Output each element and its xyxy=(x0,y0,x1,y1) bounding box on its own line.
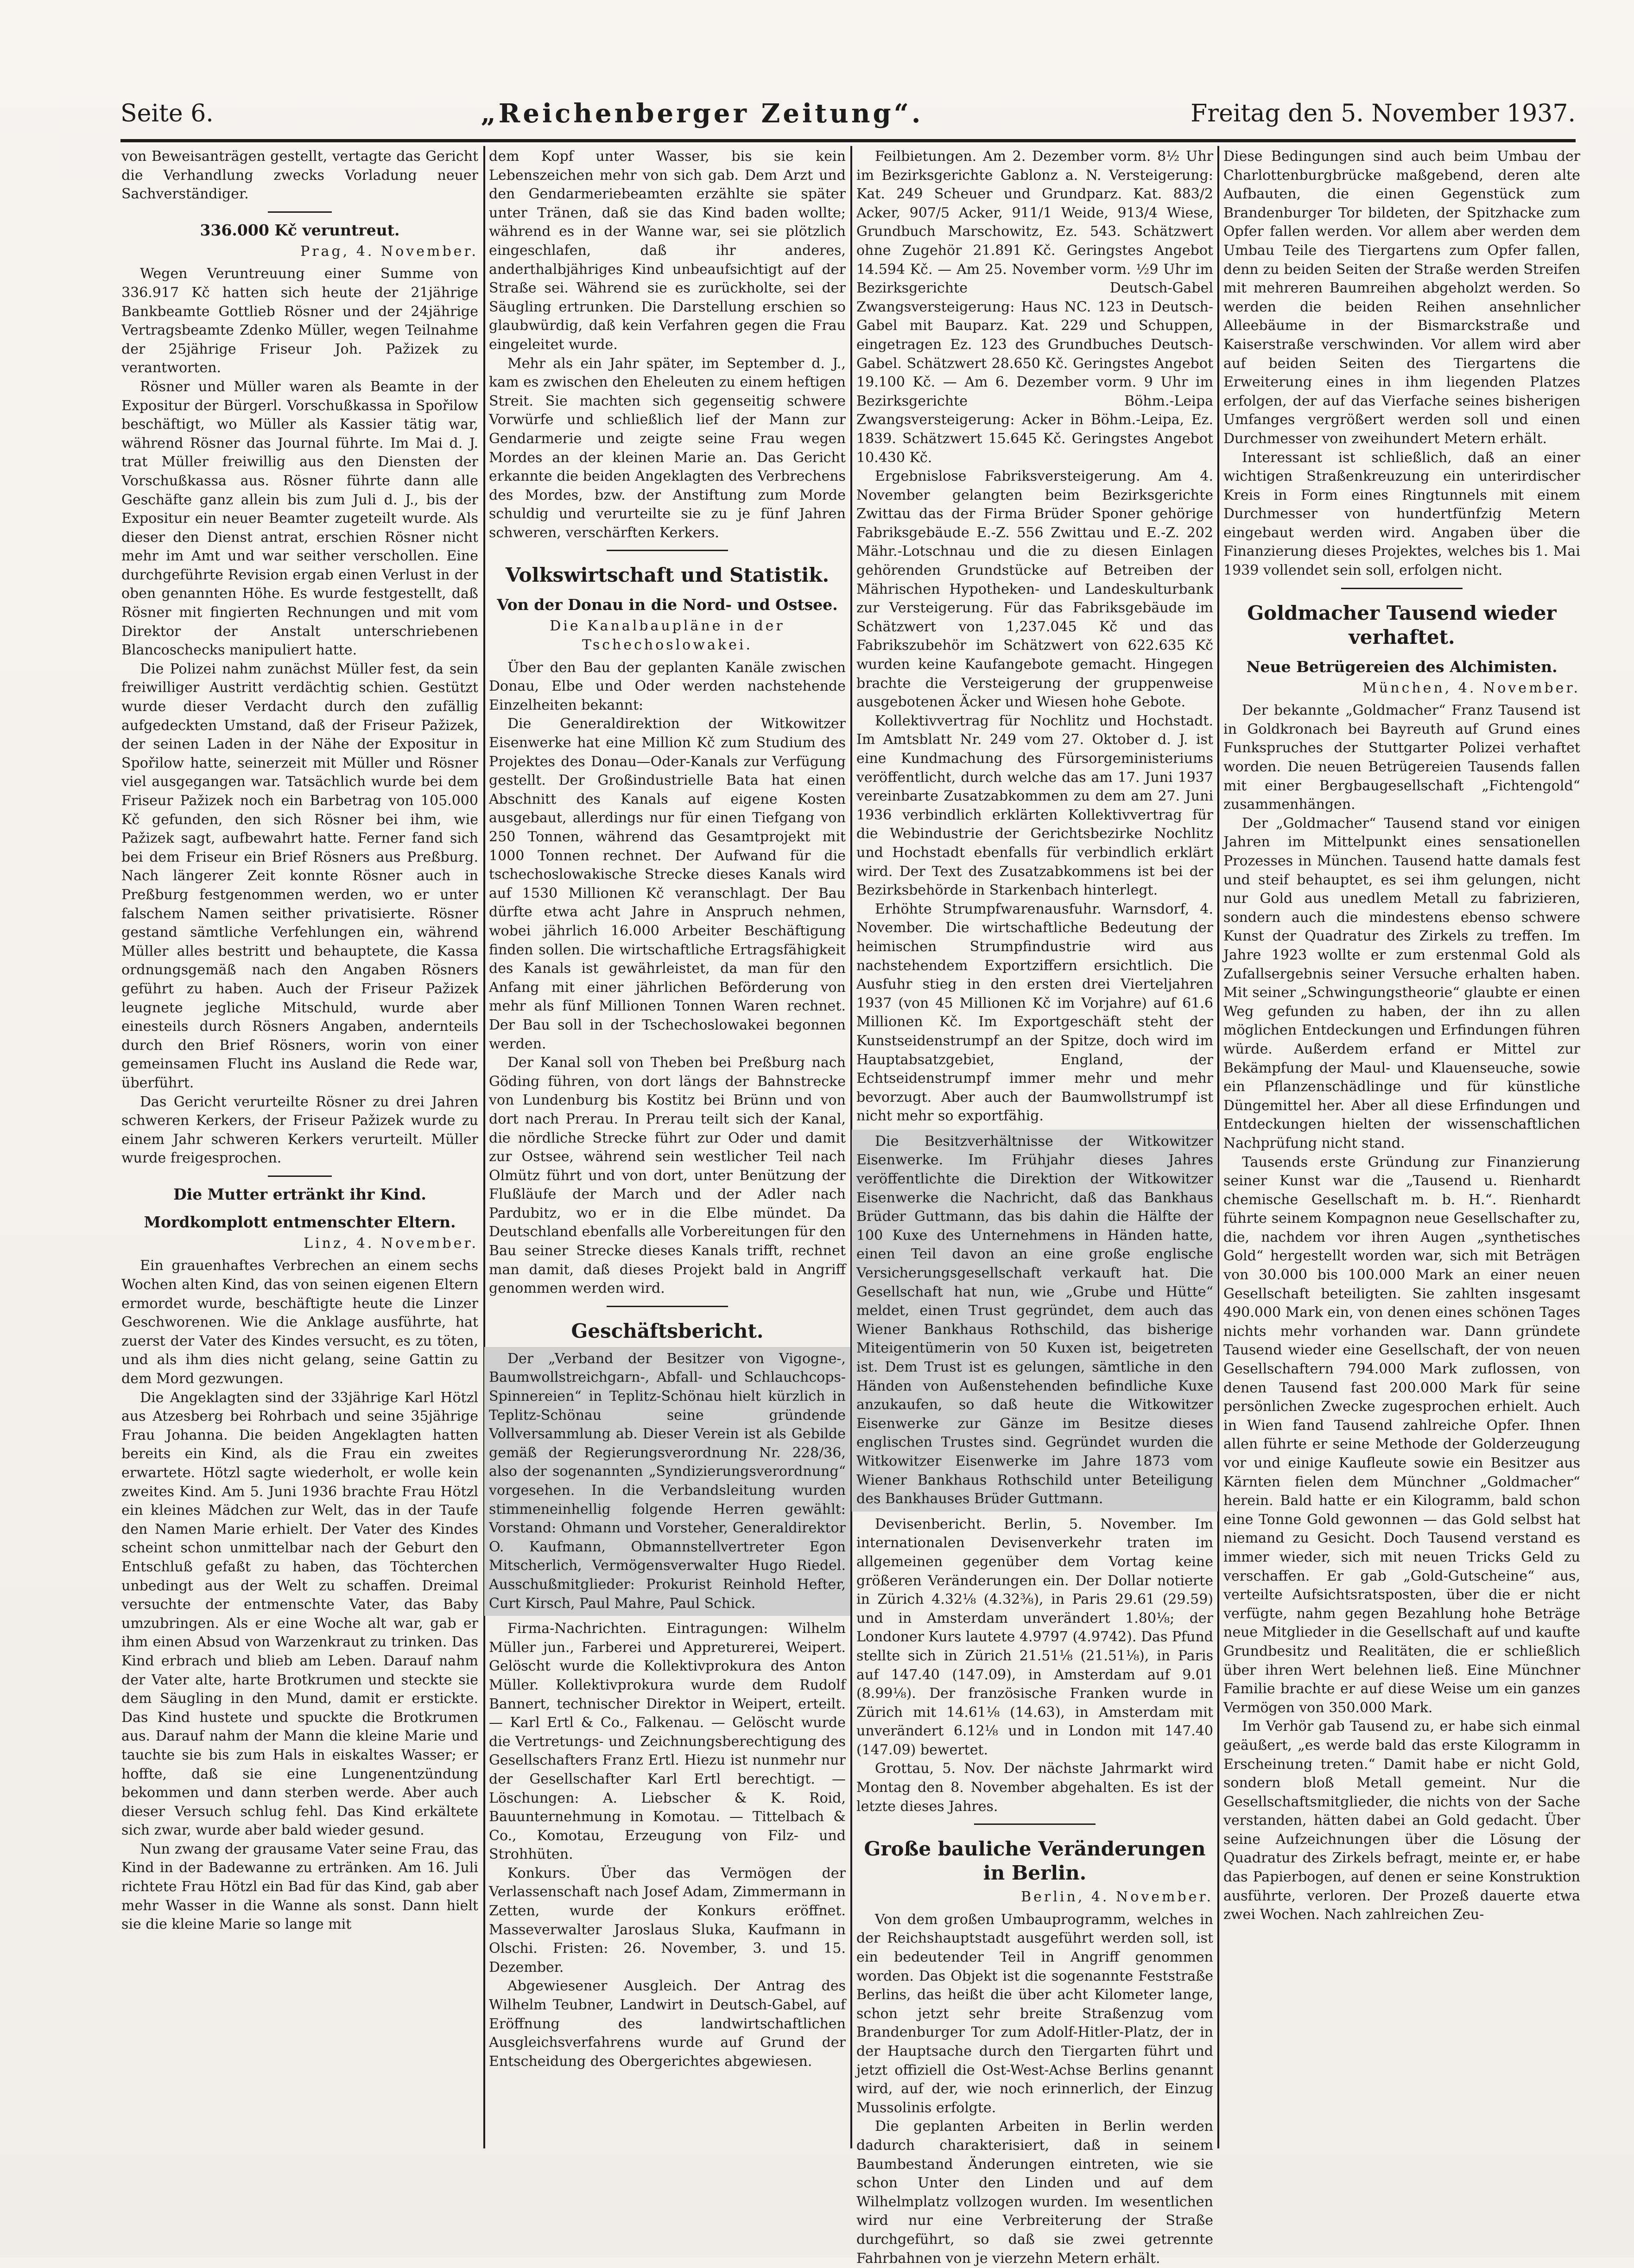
paragraph: Tausends erste Gründung zur Finanzierung seiner Kunst war die „Tausend u. Rienhardt chemische Gesellschaft m. b. H.“. Rienhardt führte seinem Kompagnon neue Gesellschafter zu, die, nachdem vor ihren Augen „synthetisches Gold“ hergestellt worden war, sich mit Beträgen von 30.000 bis 100.000 Mark an einer neuen Gesellschaft beteiligten. Sie zahlten insgesamt 490.000 Mark ein, von denen eines schönen Tages nichts mehr vorhanden war. Dann gründete Tausend wieder eine Gesellschaft, der von neuen Gesellschaftern 794.000 Mark zuflossen, von denen Tausend fast 200.000 Mark für seine persönlichen Zwecke zugesprochen erhielt. Auch in Wien fand Tausend zahlreiche Opfer. Ihnen allen führte er seine Methode der Golderzeugung vor und einige Kaufleute sowie ein Besitzer aus Kärnten fielen dem Münchner „Goldmacher“ herein. Bald hatte er ein Kilogramm, bald schon eine Tonne Gold gewonnen — das Gold selbst hat niemand zu Gesicht. Doch Tausend verstand es immer wieder, sich mit neuen Tricks Geld zu verschaffen. Er gab „Gold-Gutscheine“ aus, verteilte Aufsichtsratsposten, über die er nicht verfügte, nahm gegen Bezahlung hohe Beträge neue Mitglieder in die Gesellschaft auf und kaufte Grundbesitz und Realitäten, die er schließlich über ihren Wert belehnen ließ. Eine Münchner Familie brachte er auf diese Weise um ein ganzes Vermögen von 350.000 Mark. xyxy=(1223,1154,1580,1716)
article-headline: 336.000 Kč veruntreut. xyxy=(200,221,400,239)
paragraph: Feilbietungen. Am 2. Dezember vorm. 8½ Uhr im Bezirksgerichte Gablonz a. N. Versteigerung: Kat. 249 Scheuer und Grundparz. Kat. 883/2 Acker, 907/5 Acker, 911/1 Weide, 913/4 Wiese, Grundbuch Marschowitz, Ez. 543. Schätzwert ohne Zugehör 21.891 Kč. Geringstes Angebot 14.594 Kč. — Am 25. November vorm. ½9 Uhr im Bezirksgerichte Deutsch-Gabel Zwangsversteigerung: Haus NC. 123 in Deutsch-Gabel mit Bauparz. Kat. 229 und Schuppen, eingetragen Ez. 123 des Grundbuches Deutsch-Gabel. Schätzwert 28.650 Kč. Geringstes Angebot 19.100 Kč. — Am 6. Dezember vorm. 9 Uhr im Bezirksgerichte Böhm.-Leipa Zwangsversteigerung: Acker in Böhm.-Leipa, Ez. 1839. Schätzwert 15.645 Kč. Geringstes Angebot 10.430 Kč. xyxy=(856,148,1213,466)
paragraph: Konkurs. Über das Vermögen der Verlassenschaft nach Josef Adam, Zimmermann in Zetten, wurde der Konkurs eröffnet. Masseverwalter Jaroslaus Sluka, Kaufmann in Olschi. Fristen: 26. November, 3. und 15. Dezember. xyxy=(489,1865,846,1976)
dateline: Prag, 4. November. xyxy=(300,243,478,260)
dateline: Berlin, 4. November. xyxy=(1021,1889,1213,1906)
article-headline: Von der Donau in die Nord- und Ostsee. xyxy=(497,596,838,614)
column-2 xyxy=(489,147,846,2150)
masthead: „Reichenberger Zeitung“. xyxy=(481,98,924,129)
paragraph: Rösner und Müller waren als Beamte in der Expositur der Bürgerl. Vorschußkassa in Spořilow beschäftigt, wo Müller als Kassier tätig war, während Rösner das Journal führte. Im Mai d. J. trat Müller freiwillig aus den Diensten der Vorschußkassa aus. Rösner führte dann alle Geschäfte ganz allein bis zum Juli d. J., bis der Expositur ein neuer Beamter zugeteilt wurde. Als dieser den Dienst antrat, erschien Rösner nicht mehr im Amt und war seither verschollen. Eine durchgeführte Revision ergab einen Verlust in der oben genannten Höhe. Es wurde festgestellt, daß Rösner mit fingierten Rechnungen und mit vom Direktor der Anstalt unterschriebenen Blancoschecks manipuliert hatte. xyxy=(121,378,478,659)
paragraph: Im Verhör gab Tausend zu, er habe sich einmal geäußert, „es werde bald das erste Kilogramm in Erscheinung treten.“ Damit habe er nicht Gold, sondern bloß Metall gemeint. Nur die Gesellschaftsmitglieder, die nichts von der Sache verstanden, hätten dabei an Gold gedacht. Über seine Aufzeichnungen über die Lösung der Quadratur des Zirkels befragt, meinte er, er habe das Papierbogen, auf denen er seine Konstruktion ausführte, verloren. Der Prozeß dauerte etwa zwei Wochen. Nach zahlreichen Zeu- xyxy=(1223,1718,1580,1923)
article-headline: Goldmacher Tausend wieder verhaftet. xyxy=(1247,601,1557,648)
page-header xyxy=(120,95,1576,132)
paragraph: Der „Verband der Besitzer von Vigogne-, Baumwollstreichgarn-, Abfall- und Schlauchcops-Spinnereien“ in Teplitz-Schönau hielt kürzlich in Teplitz-Schönau seine gründende Vollversammlung ab. Dieser Verein ist als Gebilde gemäß der Regierungsverordnung Nr. 228/36, also der sogenannten „Syndizierungsverordnung“ vorgesehen. In die Verbandsleitung wurden stimmeneinhellig folgende Herren gewählt: Vorstand: Ohmann und Vorsteher, Generaldirektor O. Kaufmann, Obmannstellvertreter Egon Mitscherlich, Vermögensverwalter Hugo Riedel. Ausschußmitglieder: Prokurist Reinhold Hefter, Curt Kirsch, Paul Mahre, Paul Schick. xyxy=(489,1350,846,1612)
paragraph: Interessant ist schließlich, daß an einer wichtigen Straßenkreuzung ein unterirdischer Kreis in Form eines Ringtunnels mit einem Durchmesser von hundertfünfzig Metern eingebaut werden wird. Angaben über die Finanzierung dieses Projektes, welches bis 1. Mai 1939 vollendet sein soll, erfolgen nicht. xyxy=(1223,449,1580,579)
column-3 xyxy=(856,147,1213,2267)
article-separator xyxy=(607,550,728,551)
article-separator xyxy=(607,1306,728,1307)
article-separator xyxy=(268,211,332,213)
paragraph: Die Polizei nahm zunächst Müller fest, da sein freiwilliger Austritt verdächtig schien. Gestützt wurde dieser Verdacht durch den zufällig aufgedeckten Umstand, daß der Friseur Pažizek, der seinen Laden in der Nähe der Expositur in Spořilow hatte, seinerzeit mit Müller und Rösner viel ausgegangen war. Tatsächlich wurde bei dem Friseur Pažizek noch ein Barbetrag von 105.000 Kč gefunden, den sich Rösner bei ihm, wie Pažizek sagt, aufbewahrt hatte. Ferner fand sich bei dem Friseur ein Brief Rösners aus Preßburg. Nach längerer Zeit konnte Rösner auch in Preßburg festgenommen werden, wo er unter falschem Namen seither privatisierte. Rösner gestand sämtliche Verfehlungen ein, während Müller alles bestritt und behauptete, die Kassa ordnungsgemäß nach den Angaben Rösners geführt zu haben. Auch der Friseur Pažizek leugnete jegliche Mitschuld, wurde aber einesteils durch Rösners Angaben, andernteils durch den Brief Rösners, worin von einer gemeinsamen Flucht ins Ausland die Rede war, überführt. xyxy=(121,661,478,1091)
article-separator xyxy=(974,1823,1096,1825)
continued-paragraph: Diese Bedingungen sind auch beim Umbau der Charlottenburgbrücke maßgebend, deren alte Aufbauten, die einen Gegenstück zum Brandenburger Tor bildeten, der Spitzhacke zum Opfer fallen werden. Vor allem aber werden dem Umbau Teile des Tiergartens zum Opfer fallen, denn zu beiden Seiten der Straße werden Streifen mit mehreren Baumreihen abgeholzt werden. So werden die beiden Reihen ansehnlicher Alleebäume in der Bismarckstraße und Kaiserstraße verschwinden. Vor allem wird aber auf beiden Seiten des Tiergartens die Erweiterung eines in ihm liegenden Platzes erfolgen, der auf das Vierfache seines bisherigen Umfanges vergrößert werden soll und einen Durchmesser von zweihundert Metern erhält. xyxy=(1223,148,1580,447)
paragraph: Mehr als ein Jahr später, im September d. J., kam es zwischen den Eheleuten zu einem heftigen Streit. Sie machten sich gegenseitig schwere Vorwürfe und schließlich lief der Mann zur Gendarmerie und zeigte seine Frau wegen Mordes an der kleinen Marie an. Das Gericht erkannte die beiden Angeklagten des Verbrechens des Mordes, bzw. der Anstiftung zum Morde schuldig und verurteilte sie zu je fünf Jahren schweren, verschärften Kerkers. xyxy=(489,355,846,541)
paragraph: Die geplanten Arbeiten in Berlin werden dadurch charakterisiert, daß in seinem Baumbestand Änderungen eintreten, wie sie schon Unter den Linden und auf dem Wilhelmplatz vollzogen wurden. Im wesentlichen wird nur eine Verbreiterung der Straße durchgeführt, so daß sie zwei getrennte Fahrbahnen von je vierzehn Metern erhält. xyxy=(856,2118,1213,2267)
paragraph: Ergebnislose Fabriksversteigerung. Am 4. November gelangten beim Bezirksgerichte Zwittau das der Firma Brüder Sponer gehörige Fabriksgebäude E.-Z. 556 Zwittau und E.-Z. 202 Mähr.-Lotschnau und die zu diesen Einlagen gehörenden Grundstücke auf Betreiben der Mährischen Hypotheken- und Landeskulturbank zur Versteigerung. Für das Fabriksgebäude im Schätzwert von 1,237.045 Kč und das Fabrikszubehör im Schätzwert von 622.635 Kč wurden keine Kaufangebote gemacht. Hingegen brachte die Versteigerung der gruppenweise ausgebotenen Äcker und Wiesen hohe Gebote. xyxy=(856,468,1213,711)
article-separator xyxy=(1341,588,1463,589)
section-heading: Volkswirtschaft und Statistik. xyxy=(505,564,830,587)
article-subhead: Neue Betrügereien des Alchimisten. xyxy=(1246,657,1558,676)
article-subhead: Die Kanalbaupläne in der Tschechoslowakei. xyxy=(550,618,785,654)
paragraph: Die Generaldirektion der Witkowitzer Eisenwerke hat eine Million Kč zum Studium des Projektes des Donau—Oder-Kanals zur Verfügung gestellt. Der Großindustrielle Bata hat einen Abschnitt des Kanals auf eigene Kosten ausgebaut, allerdings nur für einen Tiefgang von 250 Tonnen, während das Gesamtprojekt mit 1000 Tonnen rechnet. Der Aufwand für die tschechoslowakische Strecke dieses Kanals wird auf 1530 Millionen Kč veranschlagt. Der Bau dürfte etwa acht Jahre in Anspruch nehmen, wobei jährlich 16.000 Arbeiter Beschäftigung finden sollen. Die wirtschaftliche Ertragsfähigkeit des Kanals ist gewährleistet, da man für den Anfang mit einer jährlichen Beförderung von mehr als fünf Millionen Tonnen Waren rechnet. Der Bau soll in der Tschechoslowakei begonnen werden. xyxy=(489,716,846,1052)
article-subhead: Mordkomplott entmenschter Eltern. xyxy=(144,1213,456,1231)
paragraph: Der „Goldmacher“ Tausend stand vor einigen Jahren im Mittelpunkt eines sensationellen Prozesses in München. Tausend hatte damals fest und steif behauptet, es sei ihm gelungen, nicht nur Gold aus unedlem Metall zu fabrizieren, sondern auch die mindestens ebenso schwere Kunst der Quadratur des Zirkels zu treffen. Im Jahre 1923 wollte er zum erstenmal Gold als Zufallsergebnis seiner Versuche erhalten haben. Mit seiner „Schwingungstheorie“ glaubte er einen Weg gefunden zu haben, der ihn zu allen möglichen Entdeckungen und Erfindungen führen würde. Außerdem erfand er Mittel zur Bekämpfung der Maul- und Klauenseuche, sowie ein Pflanzenschädlinge und für künstliche Düngemittel her. Aber all diese Erfindungen und Entdeckungen hielten der wissenschaftlichen Nachprüfung nicht stand. xyxy=(1223,815,1580,1151)
highlighted-notice xyxy=(852,1130,1218,1512)
paragraph: Abgewiesener Ausgleich. Der Antrag des Wilhelm Teubner, Landwirt in Deutsch-Gabel, auf Eröffnung des landwirtschaftlichen Ausgleichsverfahrens wurde auf Grund der Entscheidung des Obergerichtes abgewiesen. xyxy=(489,1978,846,2070)
paragraph: Grottau, 5. Nov. Der nächste Jahrmarkt wird Montag den 8. November abgehalten. Es ist der letzte dieses Jahres. xyxy=(856,1760,1213,1815)
paragraph: Firma-Nachrichten. Eintragungen: Wilhelm Müller jun., Farberei und Appreturerei, Weipert. Gelöscht wurde die Kollektivprokura des Anton Müller. Kollektivprokura wurde dem Rudolf Bannert, technischer Direktor in Weipert, erteilt. — Karl Ertl & Co., Falkenau. — Gelöscht wurde die Vertretungs- und Zeichnungsberechtigung des Gesellschafters Franz Ertl. Hiezu ist nunmehr nur der Gesellschafter Karl Ertl berechtigt. — Löschungen: A. Liebscher & K. Roid, Bauunternehmung in Komotau. — Tittelbach & Co., Komotau, Erzeugung von Filz- und Strohhüten. xyxy=(489,1620,846,1863)
column-4 xyxy=(1223,147,1580,2150)
dateline: München, 4. November. xyxy=(1362,680,1580,696)
paragraph: Kollektivvertrag für Nochlitz und Hochstadt. Im Amtsblatt Nr. 249 vom 27. Oktober d. J. ist eine Kundmachung des Fürsorgeministeriums veröffentlicht, durch welche das am 17. Juni 1937 vereinbarte Zusatzabkommen zu dem am 27. Juni 1936 verbindlich erklärten Kollektivvertrag für die Webindustrie der Gerichtsbezirke Nochlitz und Hochstadt ebenfalls für verbindlich erklärt wird. Der Text des Zusatzabkommens ist bei der Bezirksbehörde in Starkenbach hinterlegt. xyxy=(856,712,1213,899)
paragraph: Ein grauenhaftes Verbrechen an einem sechs Wochen alten Kind, das von seinen eigenen Eltern ermordet wurde, beschäftigte heute die Linzer Geschworenen. Wie die Anklage ausführte, hat zuerst der Vater des Kindes versucht, es zu töten, und als ihm dies nicht gelang, seine Gattin zu dem Mord gezwungen. xyxy=(121,1258,478,1387)
article-headline: Die Mutter ertränkt ihr Kind. xyxy=(173,1185,426,1203)
paragraph: Der bekannte „Goldmacher“ Franz Tausend ist in Goldkronach bei Bayreuth auf Grund eines Funkspruches der Stuttgarter Polizei verhaftet worden. Die neuen Betrügereien Tausends fallen mit einer Bergbaugesellschaft „Fichtengold“ zusammenhängen. xyxy=(1223,702,1580,813)
paragraph: Das Gericht verurteilte Rösner zu drei Jahren schweren Kerkers, der Friseur Pažizek wurde zu einem Jahr schweren Kerkers verurteilt. Müller wurde freigesprochen. xyxy=(121,1093,478,1167)
page-number: Seite 6. xyxy=(120,100,214,127)
issue-date: Freitag den 5. November 1937. xyxy=(1191,100,1576,127)
paragraph: Über den Bau der geplanten Kanäle zwischen Donau, Elbe und Oder werden nachstehende Einzelheiten bekannt: xyxy=(489,659,846,713)
continued-paragraph: dem Kopf unter Wasser, bis sie kein Lebenszeichen mehr von sich gab. Dem Arzt und den Gendarmeriebeamten erzählte sie später unter Tränen, daß sie das Kind baden wollte; während es in der Wanne war, sei sie plötzlich eingeschlafen, daß ihr anderes, anderthalbjähriges Kind unbeaufsichtigt auf der Straße sei. Während sie es zurückholte, sei der Säugling ertrunken. Die Darstellung erschien so glaubwürdig, daß kein Verfahren gegen die Frau eingeleitet wurde. xyxy=(489,148,846,353)
column-1 xyxy=(121,147,478,2150)
paragraph: Erhöhte Strumpfwarenausfuhr. Warnsdorf, 4. November. Die wirtschaftliche Bedeutung der heimischen Strumpfindustrie wird aus nachstehendem Exportziffern ersichtlich. Die Ausfuhr stieg in den ersten drei Vierteljahren 1937 (von 45 Millionen Kč im Vorjahre) auf 61.6 Millionen Kč. Im Exportgeschäft steht der Kunstseidenstrumpf an der Spitze, doch wird im Hauptabsatzgebiet, England, der Echtseidenstrumpf immer mehr und mehr bevorzugt. Aber auch der Baumwollstrumpf ist nicht mehr so exportfähig. xyxy=(856,901,1213,1124)
paragraph: Nun zwang der grausame Vater seine Frau, das Kind in der Badewanne zu ertränken. Am 16. Juli richtete Frau Hötzl ein Bad für das Kind, gab aber mehr Wasser in die Wanne als sonst. Dann hielt sie die kleine Marie so lange mit xyxy=(121,1841,478,1933)
column-rule xyxy=(483,146,485,2148)
continued-paragraph: von Beweisanträgen gestellt, vertagte das Gericht die Verhandlung zwecks Vorladung neuer Sachverständiger. xyxy=(121,148,478,203)
paragraph: Der Kanal soll von Theben bei Preßburg nach Göding führen, von dort längs der Bahnstrecke von Lundenburg bis Kostitz bei Brünn und von dort nach Prerau. In Prerau teilt sich der Kanal, die nördliche Strecke führt zur Oder und damit zur Ostsee, während sein westlicher Teil nach Olmütz führt und von dort, unter Benützung der Flußläufe der March und der Adler nach Pardubitz, wo er in die Elbe mündet. Da Deutschland ebenfalls alle Vorbereitungen für den Bau seiner Strecke dieses Kanals trifft, rechnet man damit, daß dieses Projekt bald in Angriff genommen werden wird. xyxy=(489,1055,846,1297)
paragraph: Die Besitzverhältnisse der Witkowitzer Eisenwerke. Im Frühjahr dieses Jahres veröffentlichte die Direktion der Witkowitzer Eisenwerke die Nachricht, daß das Bankhaus Brüder Guttmann, das bis dahin die Hälfte der 100 Kuxe des Unternehmens in Händen hatte, einen Teil davon an eine große englische Versicherungsgesellschaft verkauft hat. Die Gesellschaft hat nun, wie „Grube und Hütte“ meldet, einen Trust gegründet, dem auch das Wiener Bankhaus Rothschild, das bisherige Miteigentümerin von 50 Kuxen ist, beigetreten ist. Dem Trust ist es gelungen, sämtliche in den Händen von Außenstehenden befindliche Kuxe anzukaufen, so daß heute die Witkowitzer Eisenwerke zur Gänze im Besitze dieses englischen Trustes sind. Gegründet wurden die Witkowitzer Eisenwerke im Jahre 1873 vom Wiener Bankhaus Rothschild unter Beteiligung des Bankhauses Brüder Guttmann. xyxy=(856,1133,1213,1507)
paragraph: Die Angeklagten sind der 33jährige Karl Hötzl aus Atzesberg bei Rohrbach und seine 35jährige Frau Johanna. Die beiden Angeklagten hatten bereits ein Kind, als die Frau ein zweites erwartete. Hötzl sagte wiederholt, er wolle kein zweites Kind. Am 5. Juni 1936 brachte Frau Hötzl ein kleines Mädchen zur Welt, das in der Taufe den Namen Marie erhielt. Der Vater des Kindes scheint schon unmittelbar nach der Geburt den Entschluß gefaßt zu haben, das Töchterchen unbedingt aus der Welt zu schaffen. Dreimal versuchte der entmenschte Vater, das Baby umzubringen. Als er eine Woche alt war, gab er ihm einen Absud von Warzenkraut zu trinken. Das Kind erbrach und blieb am Leben. Darauf nahm der Vater alte, harte Brotkrumen und steckte sie dem Säugling in den Mund, damit er erstickte. Das Kind hustete und spuckte die Brotkrumen aus. Darauf nahm der Mann die kleine Marie und tauchte sie bis zum Hals in eiskaltes Wasser; er hoffte, daß sie eine Lungenentzündung bekommen und dann sterben werde. Aber auch dieser Versuch schlug fehl. Das Kind erkältete sich zwar, wurde aber bald wieder gesund. xyxy=(121,1389,478,1839)
section-heading: Geschäftsbericht. xyxy=(571,1319,764,1342)
article-headline: Große bauliche Veränderungen in Berlin. xyxy=(864,1837,1206,1885)
dateline: Linz, 4. November. xyxy=(304,1235,478,1252)
paragraph: Wegen Veruntreuung einer Summe von 336.917 Kč hatten sich heute der 21jährige Bankbeamte Gottlieb Rösner und der 24jährige Vertragsbeamte Zdenko Müller, wegen Teilnahme der 25jährige Friseur Joh. Pažizek zu verantworten. xyxy=(121,266,478,376)
article-separator xyxy=(268,1175,332,1177)
header-rule xyxy=(120,139,1576,142)
paragraph: Von dem großen Umbauprogramm, welches in der Reichshauptstadt ausgeführt werden soll, ist ein bedeutender Teil in Angriff genommen worden. Das Objekt ist die sogenannte Feststraße Berlins, das heißt die über acht Kilometer lange, schon jetzt sehr breite Straßenzug vom Brandenburger Tor zum Adolf-Hitler-Platz, der in der Hauptsache durch den Tiergarten führt und jetzt offiziell die Ost-West-Achse Berlins genannt wird, auf der, wie noch erinnerlich, der Einzug Mussolinis erfolgte. xyxy=(856,1911,1213,2116)
paragraph: Devisenbericht. Berlin, 5. November. Im internationalen Devisenverkehr traten im allgemeinen gegenüber dem Vortag keine größeren Veränderungen ein. Der Dollar notierte in Zürich 4.32⅛ (4.32⅜), in Paris 29.61 (29.59) und in Amsterdam unverändert 1.80⅛; der Londoner Kurs lautete 4.9797 (4.9742). Das Pfund stellte sich in Zürich 21.51⅛ (21.51⅛), in Paris auf 147.40 (147.09), in Amsterdam auf 9.01 (8.99⅛). Der französische Franken wurde in Zürich mit 14.61⅛ (14.63), in Amsterdam mit unverändert 6.12⅛ und in London mit 147.40 (147.09) bewertet. xyxy=(856,1516,1213,1758)
highlighted-notice xyxy=(484,1347,850,1616)
